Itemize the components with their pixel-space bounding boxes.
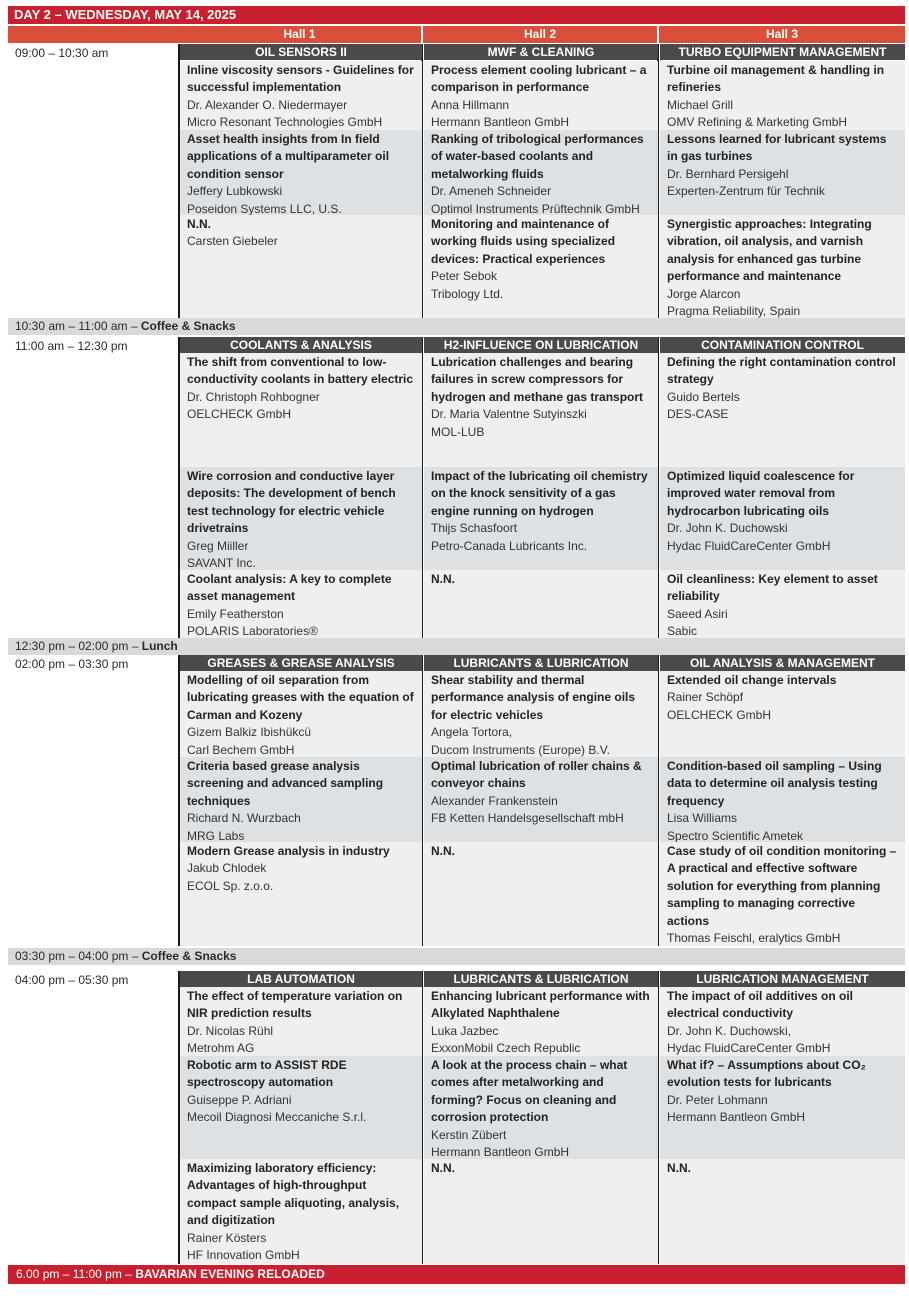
talk-cell — [180, 671, 422, 757]
talk-cell — [424, 1159, 658, 1264]
talk-speaker: Alexander Frankenstein — [431, 793, 558, 808]
hall-row-time-spacer — [8, 26, 178, 43]
talk-organization: Hermann Bantleon GmbH — [431, 115, 570, 130]
talk-cell — [180, 987, 422, 1056]
talk-cell — [660, 130, 905, 215]
talk-cell — [660, 215, 905, 318]
talk-organization: Tribology Ltd. — [431, 286, 504, 301]
talk-speaker: Thijs Schasfoort — [431, 521, 518, 536]
talk-organization: Ducom Instruments (Europe) B.V. — [431, 742, 610, 757]
talk-cell — [660, 61, 905, 130]
talk-speaker: Rainer Kösters — [187, 1230, 267, 1245]
talk-cell — [660, 570, 905, 638]
talk-speaker: Dr. Peter Lohmann — [667, 1092, 768, 1107]
talk-organization: OELCHECK GmbH — [667, 707, 772, 722]
talk-organization: Experten-Zentrum für Technik — [667, 184, 825, 199]
talk-speaker: Dr. Maria Valentne Sutyinszki — [431, 407, 587, 422]
talk-speaker: Dr. Christoph Rohbogner — [187, 389, 320, 404]
talk-speaker: Guiseppe P. Adriani — [187, 1092, 292, 1107]
talk-organization: Hydac FluidCareCenter GmbH — [667, 1041, 831, 1056]
talk-cell — [424, 353, 658, 467]
talk-title: Impact of the lubricating oil chemistry on the knock sensitivity of a gas engine running on hydrogen — [431, 469, 648, 518]
session-title: OIL SENSORS II — [180, 44, 422, 60]
talk-cell — [660, 987, 905, 1056]
talk-speaker: Guido Bertels — [667, 389, 740, 404]
talk-organization: POLARIS Laboratories® — [187, 624, 318, 638]
slot-time: 11:00 am – 12:30 pm — [15, 339, 128, 353]
session-title: LUBRICANTS & LUBRICATION — [424, 971, 658, 987]
talk-title: N.N. — [667, 1161, 691, 1175]
slot-time: 09:00 – 10:30 am — [15, 46, 109, 60]
talk-title: Shear stability and thermal performance analysis of engine oils for electric vehicles — [431, 673, 636, 722]
talk-title: Optimal lubrication of roller chains & conveyor chains — [431, 759, 642, 791]
break-label: Coffee & Snacks — [141, 949, 237, 963]
talk-organization: OELCHECK GmbH — [187, 407, 292, 422]
talk-title: The impact of oil additives on oil electrical conductivity — [667, 989, 854, 1021]
talk-organization: Spectro Scientific Ametek — [667, 828, 804, 842]
talk-title: N.N. — [187, 217, 211, 231]
session-title: GREASES & GREASE ANALYSIS — [180, 655, 422, 671]
talk-cell — [660, 1056, 905, 1159]
talk-organization: HF Innovation GmbH — [187, 1248, 300, 1263]
talk-speaker: Anna Hillmann — [431, 97, 510, 112]
evening-event-bar — [8, 1265, 905, 1284]
break-label: Coffee & Snacks — [140, 319, 236, 333]
talk-title: Condition-based oil sampling – Using data to determine oil analysis testing frequency — [667, 759, 882, 808]
talk-speaker: Rainer Schöpf — [667, 690, 744, 705]
talk-organization: MRG Labs — [187, 828, 245, 842]
hall-1-header: Hall 1 — [178, 26, 421, 43]
session-title: COOLANTS & ANALYSIS — [180, 337, 422, 353]
talk-title: Asset health insights from In field applications of a multiparameter oil condition sensor — [187, 132, 390, 181]
talk-speaker: Angela Tortora, — [431, 725, 513, 740]
talk-speaker: Dr. Alexander O. Niedermayer — [187, 97, 348, 112]
talk-title: Inline viscosity sensors - Guidelines for successful implementation — [187, 63, 414, 95]
break-label: Lunch — [141, 639, 178, 653]
break-bar — [8, 318, 905, 335]
talk-speaker: Dr. John K. Duchowski — [667, 521, 788, 536]
talk-cell — [180, 1056, 422, 1159]
talk-speaker: Peter Sebok — [431, 269, 498, 284]
talk-cell — [424, 1056, 658, 1159]
talk-speaker: Dr. Bernhard Persigehl — [667, 166, 789, 181]
talk-organization: FB Ketten Handelsgesellschaft mbH — [431, 811, 624, 826]
hall-header-row — [8, 26, 905, 43]
talk-title: Enhancing lubricant performance with Alkylated Naphthalene — [431, 989, 650, 1021]
talk-organization: Sabic — [667, 624, 698, 638]
talk-cell — [180, 130, 422, 215]
talk-cell — [660, 757, 905, 842]
talk-organization: OMV Refining & Marketing GmbH — [667, 115, 848, 130]
talk-speaker: Jeffery Lubkowski — [187, 184, 283, 199]
talk-cell — [424, 130, 658, 215]
break-bar — [8, 948, 905, 965]
talk-title: Lessons learned for lubricant systems in gas turbines — [667, 132, 887, 164]
talk-cell — [660, 842, 905, 946]
break-time: 10:30 am – 11:00 am – — [15, 319, 138, 333]
session-title: MWF & CLEANING — [424, 44, 658, 60]
talk-cell — [424, 757, 658, 842]
hall-2-header: Hall 2 — [423, 26, 657, 43]
talk-speaker: Dr. Nicolas Rühl — [187, 1023, 274, 1038]
talk-organization: Petro-Canada Lubricants Inc. — [431, 538, 588, 553]
talk-title: Optimized liquid coalescence for improved water removal from hydrocarbon lubricating oils — [667, 469, 855, 518]
talk-title: Maximizing laboratory efficiency: Advantages of high-throughput compact sample aliquoting, analysis, and digitization — [187, 1161, 400, 1228]
talk-title: Criteria based grease analysis screening and advanced sampling techniques — [187, 759, 384, 808]
session-title: LUBRICANTS & LUBRICATION — [424, 655, 658, 671]
talk-speaker: Gizem Balkiz Ibishükcü — [187, 725, 312, 740]
session-title: OIL ANALYSIS & MANAGEMENT — [660, 655, 905, 671]
talk-organization: Metrohm AG — [187, 1041, 255, 1056]
talk-title: N.N. — [431, 572, 455, 586]
talk-cell — [424, 842, 658, 946]
talk-speaker: Jakub Chlodek — [187, 861, 267, 876]
talk-cell — [180, 757, 422, 842]
talk-organization: Hermann Bantleon GmbH — [431, 1145, 570, 1159]
talk-cell — [180, 467, 422, 570]
talk-title: Process element cooling lubricant – a comparison in performance — [431, 63, 647, 95]
break-time: 03:30 pm – 04:00 pm – — [15, 949, 139, 963]
talk-cell — [660, 353, 905, 467]
talk-title: Extended oil change intervals — [667, 673, 837, 687]
talk-cell — [424, 61, 658, 130]
talk-cell — [180, 842, 422, 946]
talk-cell — [424, 671, 658, 757]
talk-organization: Micro Resonant Technologies GmbH — [187, 115, 383, 130]
talk-organization: Mecoil Diagnosi Meccaniche S.r.l. — [187, 1110, 367, 1125]
talk-organization: Optimol Instruments Prüftechnik GmbH — [431, 201, 640, 215]
talk-organization: Carl Bechem GmbH — [187, 742, 295, 757]
talk-organization: ExxonMobil Czech Republic — [431, 1041, 581, 1056]
session-title: CONTAMINATION CONTROL — [660, 337, 905, 353]
talk-speaker: Richard N. Wurzbach — [187, 811, 301, 826]
slot-time: 02:00 pm – 03:30 pm — [15, 657, 129, 671]
talk-speaker: Carsten Giebeler — [187, 234, 278, 249]
talk-speaker: Luka Jazbec — [431, 1023, 499, 1038]
day-banner: DAY 2 – WEDNESDAY, MAY 14, 2025 — [8, 6, 905, 24]
talk-title: Wire corrosion and conductive layer deposits: The development of bench test technology for electric vehicle drivetrains — [187, 469, 396, 536]
talk-speaker: Dr. John K. Duchowski, — [667, 1023, 792, 1038]
session-title: H2-INFLUENCE ON LUBRICATION — [424, 337, 658, 353]
talk-cell — [180, 353, 422, 467]
session-title: TURBO EQUIPMENT MANAGEMENT — [660, 44, 905, 60]
talk-speaker: Emily Featherston — [187, 606, 284, 621]
talk-title: Coolant analysis: A key to complete asset management — [187, 572, 392, 604]
talk-title: What if? – Assumptions about CO₂ evolution tests for lubricants — [667, 1058, 866, 1090]
talk-cell — [660, 671, 905, 757]
talk-cell — [660, 467, 905, 570]
talk-organization: Hydac FluidCareCenter GmbH — [667, 538, 831, 553]
talk-organization: Poseidon Systems LLC, U.S. — [187, 201, 342, 215]
talk-title: The shift from conventional to low-conductivity coolants in battery electric — [187, 355, 414, 387]
talk-organization: DES-CASE — [667, 407, 729, 422]
talk-title: A look at the process chain – what comes after metalworking and forming? Focus on cleaning and corrosion protection — [431, 1058, 628, 1125]
talk-title: Monitoring and maintenance of working fluids using specialized devices: Practical experiences — [431, 217, 616, 266]
talk-title: Synergistic approaches: Integrating vibration, oil analysis, and varnish analysis for enhanced gas turbine performance and maintenance — [667, 217, 872, 284]
talk-speaker: Greg Miiller — [187, 538, 249, 553]
talk-speaker: Kerstin Zübert — [431, 1127, 507, 1142]
talk-cell — [180, 215, 422, 318]
talk-title: Modern Grease analysis in industry — [187, 844, 390, 858]
talk-cell — [660, 1159, 905, 1264]
talk-title: Defining the right contamination control strategy — [667, 355, 896, 387]
talk-cell — [424, 570, 658, 638]
talk-title: Case study of oil condition monitoring – A practical and effective software solution for everything from planning sampling to managing corrective actions — [667, 844, 897, 928]
talk-title: Turbine oil management & handling in refineries — [667, 63, 885, 95]
talk-organization: Hermann Bantleon GmbH — [667, 1110, 806, 1125]
talk-speaker: Jorge Alarcon — [667, 286, 741, 301]
session-title: LAB AUTOMATION — [180, 971, 422, 987]
talk-organization: SAVANT Inc. — [187, 556, 256, 570]
break-bar — [8, 638, 905, 655]
hall-3-header: Hall 3 — [659, 26, 905, 43]
talk-title: Oil cleanliness: Key element to asset reliability — [667, 572, 878, 604]
talk-title: Lubrication challenges and bearing failures in screw compressors for hydrogen and methane gas transport — [431, 355, 644, 404]
talk-cell — [180, 61, 422, 130]
talk-title: N.N. — [431, 844, 455, 858]
talk-cell — [424, 215, 658, 318]
slot-time: 04:00 pm – 05:30 pm — [15, 973, 129, 987]
talk-speaker: Thomas Feischl, eralytics GmbH — [667, 931, 841, 946]
talk-organization: Pragma Reliability, Spain — [667, 304, 801, 318]
talk-title: Modelling of oil separation from lubricating greases with the equation of Carman and Kozeny — [187, 673, 414, 722]
talk-speaker: Saeed Asiri — [667, 606, 728, 621]
talk-speaker: Dr. Ameneh Schneider — [431, 184, 552, 199]
talk-cell — [180, 570, 422, 638]
evening-time: 6.00 pm – 11:00 pm – — [16, 1267, 132, 1281]
talk-title: Robotic arm to ASSIST RDE spectroscopy automation — [187, 1058, 347, 1090]
talk-organization: ECOL Sp. z.o.o. — [187, 878, 274, 893]
talk-cell — [180, 1159, 422, 1264]
evening-label: BAVARIAN EVENING RELOADED — [135, 1267, 325, 1281]
talk-title: N.N. — [431, 1161, 455, 1175]
talk-cell — [424, 467, 658, 570]
talk-organization: MOL-LUB — [431, 424, 485, 439]
talk-speaker: Michael Grill — [667, 97, 734, 112]
talk-title: Ranking of tribological performances of water-based coolants and metalworking fluids — [431, 132, 644, 181]
talk-cell — [424, 987, 658, 1056]
talk-speaker: Lisa Williams — [667, 811, 738, 826]
talk-title: The effect of temperature variation on NIR prediction results — [187, 989, 403, 1021]
break-time: 12:30 pm – 02:00 pm – — [15, 639, 139, 653]
session-title: LUBRICATION MANAGEMENT — [660, 971, 905, 987]
